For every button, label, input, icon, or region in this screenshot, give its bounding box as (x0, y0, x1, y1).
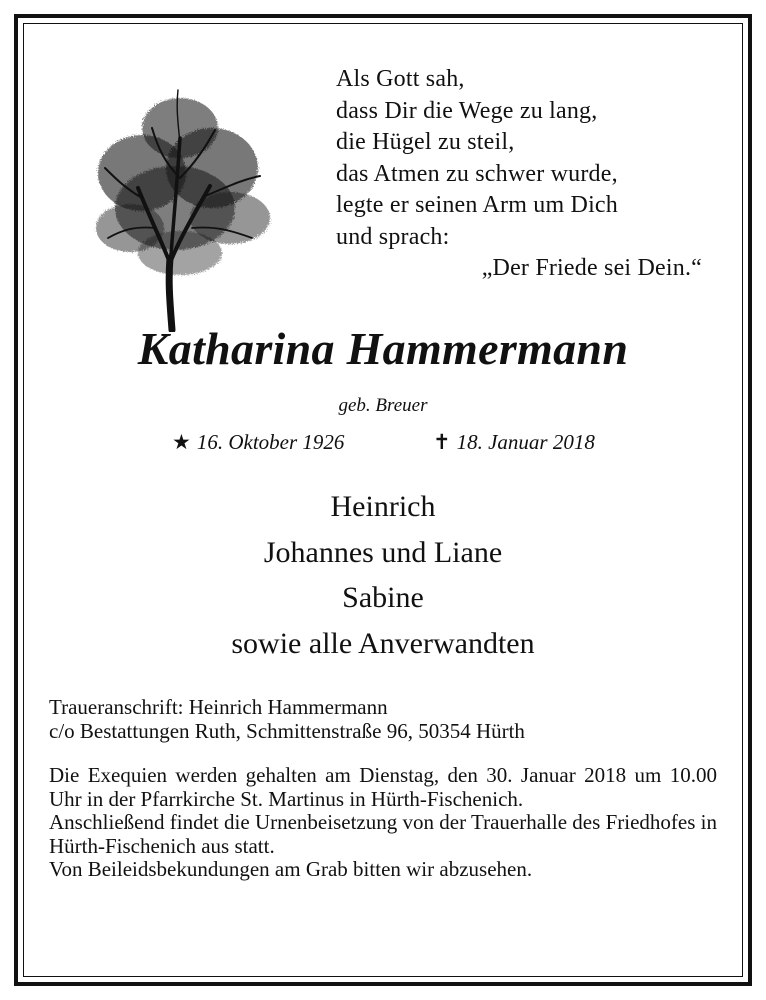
mourner: Heinrich (330, 490, 436, 523)
birth-date-text: 16. Oktober 1926 (196, 430, 345, 454)
poem-closing: „Der Friede sei Dein.“ (481, 255, 702, 281)
death-date-text: 18. Januar 2018 (456, 430, 595, 454)
mourning-address (49, 696, 717, 743)
poem-line: Als Gott sah, (336, 66, 465, 92)
address-line: Traueranschrift: Heinrich Hammermann (49, 695, 388, 719)
tree-illustration (80, 68, 290, 332)
poem-line: das Atmen zu schwer wurde, (336, 160, 618, 187)
poem (336, 64, 706, 285)
poem-line: legte er seinen Arm um Dich (336, 192, 618, 218)
maiden-name: geb. Breuer (338, 395, 428, 416)
deceased-name: Katharina Hammermann (137, 323, 629, 374)
mourner: sowie alle Anverwandten (231, 626, 535, 660)
exequies-text: Die Exequien werden gehalten am Dienstag, den 30. Januar 2018 um 10.00 Uhr in der Pfarrkirche St. Martinus in Hürth-Fischenich. (49, 763, 717, 811)
condolence-note: Von Beileidsbekundungen am Grab bitten wir abzusehen. (49, 857, 533, 881)
mourners-list (0, 484, 766, 666)
mourner: Sabine (342, 581, 424, 614)
poem-line: dass Dir die Wege zu lang, (336, 97, 598, 124)
birth-date (172, 430, 344, 455)
poem-line: und sprach: (336, 223, 450, 250)
service-details (49, 764, 717, 882)
poem-line: die Hügel zu steil, (336, 129, 515, 155)
burial-text: Anschließend findet die Urnenbeisetzung von der Trauerhalle des Friedhofes in Hürth-Fischenich aus statt. (49, 810, 717, 858)
death-date (433, 430, 595, 455)
star-icon: ★ (172, 430, 191, 454)
mourner: Johannes und Liane (263, 535, 503, 569)
address-line: c/o Bestattungen Ruth, Schmittenstraße 96, 50354 Hürth (49, 718, 525, 743)
cross-icon: ✝ (433, 430, 451, 454)
